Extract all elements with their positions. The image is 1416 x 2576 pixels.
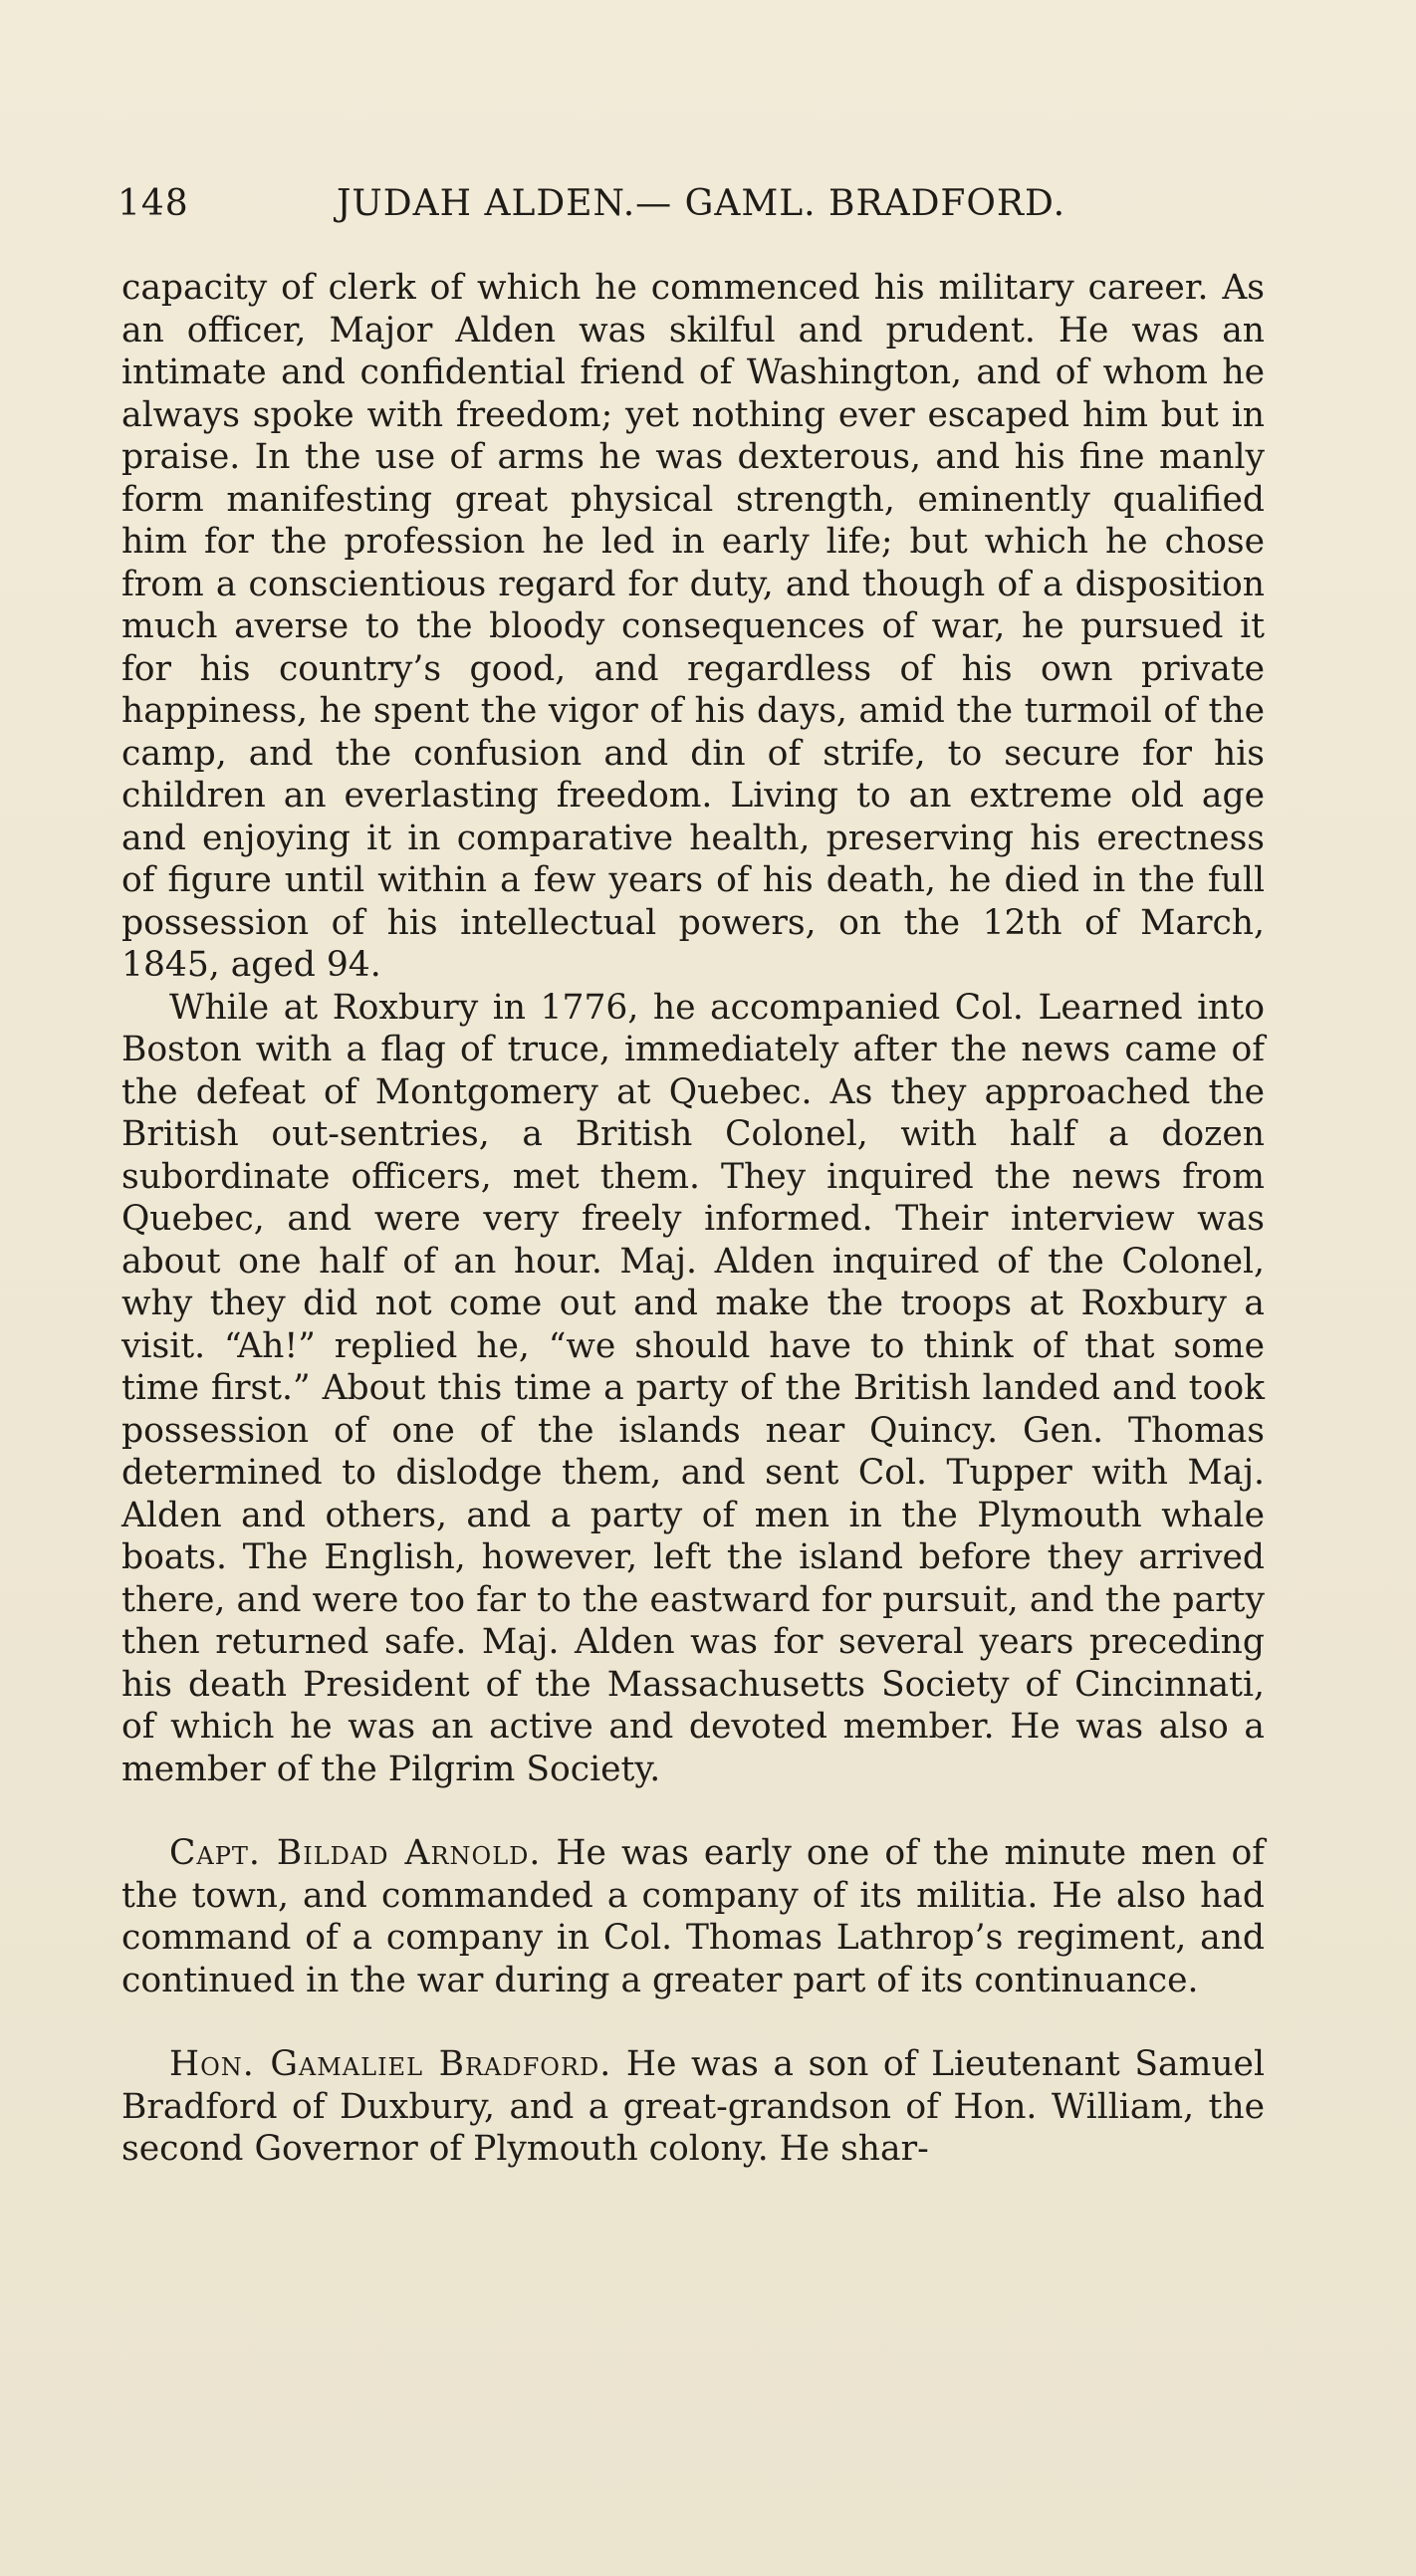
entry-bildad-arnold xyxy=(121,1832,1265,2001)
paragraph-alden-career: capacity of clerk of which he commenced his military career. As an officer, Major Alden was skilful and prudent. He was an intimate and confidential friend of Washington, and of whom he always spoke with freedom; yet nothing ever escaped him but in praise. In the use of arms he was dexterous, and his fine manly form manifesting great physical strength, eminently qualified him for the profession he led in early life; but which he chose from a conscientious regard for duty, and though of a disposition much averse to the bloody consequences of war, he pursued it for his country’s good, and regardless of his own private happiness, he spent the vigor of his days, amid the turmoil of the camp, and the confusion and din of strife, to secure for his children an everlasting freedom. Living to an extreme old age and enjoying it in comparative health, preserving his erectness of figure until within a few years of his death, he died in the full possession of his intellectual powers, on the 12th of March, 1845, aged 94. xyxy=(121,268,1265,985)
entry-text: He was early one of the minute men of the town, and commanded a company of its militia. He also had command of a company in Col. Thomas Lathrop’s regiment, and continued in the war during a greater part of its continuance. xyxy=(121,1833,1265,2000)
entry-name: Capt. Bildad Arnold. xyxy=(169,1833,542,1873)
body-text xyxy=(121,267,1265,2171)
running-head xyxy=(118,179,1263,229)
running-title: JUDAH ALDEN.— GAML. BRADFORD. xyxy=(337,183,1066,224)
entry-name: Hon. Gamaliel Bradford. xyxy=(169,2044,612,2084)
page-number: 148 xyxy=(118,183,189,224)
entry-text: He was a son of Lieutenant Samuel Bradford of Duxbury, and a great-grandson of Hon. William, the second Governor of Plymouth colony. He shar- xyxy=(121,2044,1266,2169)
paragraph-alden-roxbury: While at Roxbury in 1776, he accompanied Col. Learned into Boston with a flag of truce, immediately after the news came of the defeat of Montgomery at Quebec. As they approached the British out-sentries, a British Colonel, with half a dozen subordinate officers, met them. They inquired the news from Quebec, and were very freely informed. Their interview was about one half of an hour. Maj. Alden inquired of the Colonel, why they did not come out and make the troops at Roxbury a visit. “Ah!” replied he, “we should have to think of that some time first.” About this time a party of the British landed and took possession of one of the islands near Quincy. Gen. Thomas determined to dislodge them, and sent Col. Tupper with Maj. Alden and others, and a party of men in the Plymouth whale boats. The English, however, left the island before they arrived there, and were too far to the eastward for pursuit, and the party then returned safe. Maj. Alden was for several years preceding his death President of the Massachusetts Society of Cincinnati, of which he was an active and devoted member. He was also a member of the Pilgrim Society. xyxy=(121,987,1265,1789)
entry-gamaliel-bradford xyxy=(121,2043,1265,2171)
